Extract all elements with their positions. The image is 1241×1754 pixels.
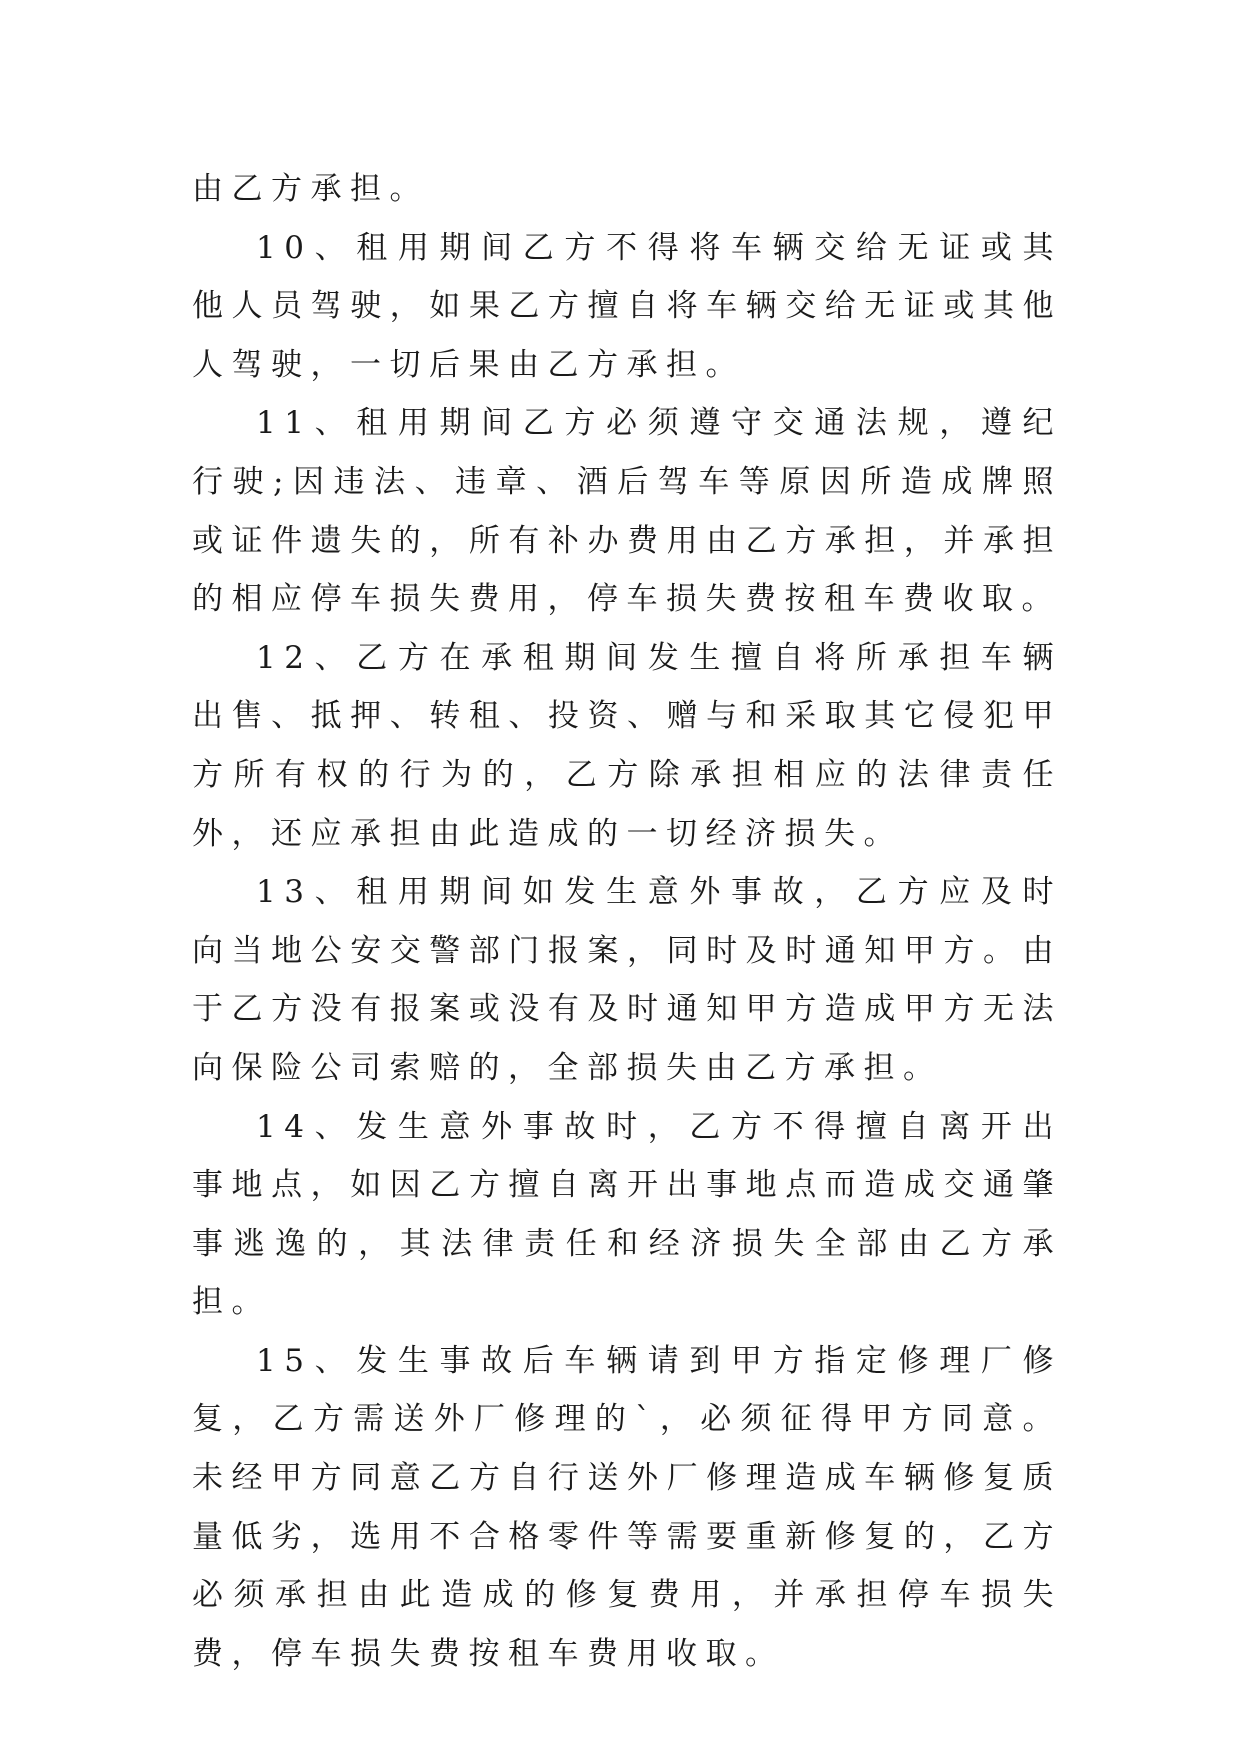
paragraph-clause-11: 11、租用期间乙方必须遵守交通法规，遵纪行驶;因违法、违章、酒后驾车等原因所造成牌照或证件遗失的，所有补办费用由乙方承担，并承担的相应停车损失费用，停车损失费按租车费收取。 bbox=[192, 405, 1062, 618]
paragraph-clause-10: 10、租用期间乙方不得将车辆交给无证或其他人员驾驶，如果乙方擅自将车辆交给无证或其他人驾驶，一切后果由乙方承担。 bbox=[192, 229, 1062, 383]
paragraph-continuation: 由乙方承担。 bbox=[192, 171, 429, 207]
paragraph-clause-14: 14、发生意外事故时，乙方不得擅自离开出事地点，如因乙方擅自离开出事地点而造成交通肇事逃逸的，其法律责任和经济损失全部由乙方承担。 bbox=[192, 1108, 1062, 1321]
paragraph-clause-15: 15、发生事故后车辆请到甲方指定修理厂修复，乙方需送外厂修理的`，必须征得甲方同意。未经甲方同意乙方自行送外厂修理造成车辆修复质量低劣，选用不合格零件等需要重新修复的，乙方必须承担由此造成的修复费用，并承担停车损失费，停车损失费按租车费用收取。 bbox=[192, 1342, 1062, 1672]
paragraph-clause-12: 12、乙方在承租期间发生擅自将所承担车辆出售、抵押、转租、投资、赠与和采取其它侵犯甲方所有权的行为的，乙方除承担相应的法律责任外，还应承担由此造成的一切经济损失。 bbox=[192, 639, 1062, 852]
document-body bbox=[192, 160, 1062, 1683]
paragraph-clause-13: 13、租用期间如发生意外事故，乙方应及时向当地公安交警部门报案，同时及时通知甲方。由于乙方没有报案或没有及时通知甲方造成甲方无法向保险公司索赔的，全部损失由乙方承担。 bbox=[192, 874, 1062, 1086]
